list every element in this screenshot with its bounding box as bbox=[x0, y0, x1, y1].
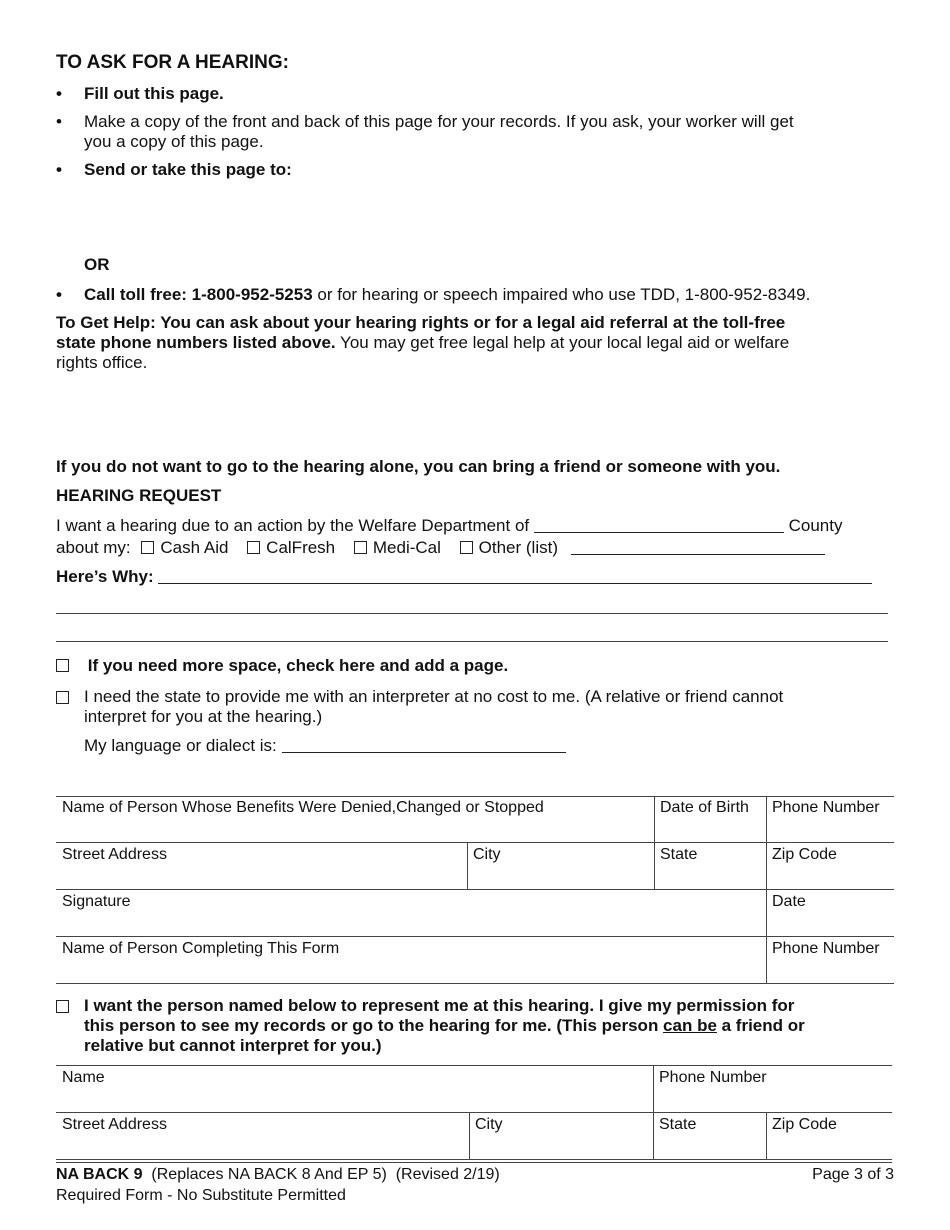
help-line1: To Get Help: You can ask about your hearing rights or for a legal aid referral at the toll-free bbox=[56, 313, 786, 332]
medi-cal-label: Medi-Cal bbox=[372, 538, 441, 557]
representative-can-be: can be bbox=[663, 1016, 717, 1035]
help-paragraph bbox=[56, 313, 906, 373]
other-field[interactable] bbox=[571, 540, 825, 555]
heres-why-field[interactable] bbox=[158, 569, 872, 584]
reason-line-3[interactable] bbox=[56, 641, 888, 642]
form-revised: (Revised 2/19) bbox=[395, 1166, 500, 1183]
about-my-label: about my: bbox=[56, 538, 131, 557]
representative-line3: relative but cannot interpret for you.) bbox=[84, 1036, 382, 1055]
street-field[interactable]: Street Address bbox=[62, 846, 167, 863]
form-replaces: (Replaces NA BACK 8 And EP 5) bbox=[151, 1166, 387, 1183]
calfresh-label: CalFresh bbox=[266, 538, 336, 557]
more-space-label: If you need more space, check here and add a page. bbox=[87, 656, 509, 675]
rep-state-field[interactable]: State bbox=[659, 1116, 697, 1133]
representative-line1: I want the person named below to represent me at this hearing. I give my permission for bbox=[84, 996, 795, 1015]
more-space-row bbox=[56, 656, 508, 676]
signature-field[interactable]: Signature bbox=[62, 893, 131, 910]
interpreter-line1: I need the state to provide me with an interpreter at no cost to me. (A relative or friend cannot bbox=[84, 687, 784, 706]
rep-city-field[interactable]: City bbox=[475, 1116, 503, 1133]
or-label: OR bbox=[84, 255, 110, 274]
required-form-note: Required Form - No Substitute Permitted bbox=[56, 1187, 346, 1204]
dob-field[interactable]: Date of Birth bbox=[660, 799, 749, 816]
city-field[interactable]: City bbox=[473, 846, 501, 863]
county-line bbox=[56, 516, 896, 536]
footer-form-info bbox=[56, 1166, 500, 1184]
tdd-number-text: or for hearing or speech impaired who use TDD, 1-800-952-8349. bbox=[312, 285, 811, 304]
bullet-marker: • bbox=[56, 84, 62, 103]
representative-line2-end: a friend or bbox=[716, 1016, 805, 1035]
rep-name-field[interactable]: Name bbox=[62, 1069, 105, 1086]
date-field[interactable]: Date bbox=[772, 893, 806, 910]
county-line-text: I want a hearing due to an action by the Welfare Department of bbox=[56, 516, 530, 535]
other-label: Other (list) bbox=[478, 538, 558, 557]
bullet-marker: • bbox=[56, 285, 62, 304]
form-id: NA BACK 9 bbox=[56, 1166, 143, 1183]
reason-line-2[interactable] bbox=[56, 613, 888, 614]
bullet-text-line2: you a copy of this page. bbox=[84, 132, 264, 151]
rep-zip-field[interactable]: Zip Code bbox=[772, 1116, 837, 1133]
page-title: TO ASK FOR A HEARING: bbox=[56, 52, 289, 73]
representative-checkbox[interactable] bbox=[56, 1000, 69, 1013]
hearing-request-title: HEARING REQUEST bbox=[56, 486, 222, 505]
language-line bbox=[84, 736, 566, 756]
other-checkbox[interactable] bbox=[460, 541, 473, 554]
completer-phone-field[interactable]: Phone Number bbox=[772, 940, 880, 957]
toll-free-number: Call toll free: 1-800-952-5253 bbox=[84, 285, 313, 304]
completer-name-field[interactable]: Name of Person Completing This Form bbox=[62, 940, 340, 957]
calfresh-checkbox[interactable] bbox=[247, 541, 260, 554]
county-label: County bbox=[788, 516, 843, 535]
help-line3: rights office. bbox=[56, 353, 148, 372]
bullet-marker: • bbox=[56, 160, 62, 179]
state-field[interactable]: State bbox=[660, 846, 698, 863]
cash-aid-checkbox[interactable] bbox=[141, 541, 154, 554]
bullet-text: Send or take this page to: bbox=[84, 160, 292, 179]
page-number: Page 3 of 3 bbox=[812, 1166, 894, 1183]
language-field[interactable] bbox=[282, 738, 566, 753]
interpreter-checkbox[interactable] bbox=[56, 691, 69, 704]
bullet-text: Fill out this page. bbox=[84, 84, 224, 103]
claimant-name-field[interactable]: Name of Person Whose Benefits Were Denied,Changed or Stopped bbox=[62, 799, 544, 816]
language-label: My language or dialect is: bbox=[84, 736, 277, 755]
help-line2-bold: state phone numbers listed above. bbox=[56, 333, 336, 352]
heres-why-line bbox=[56, 567, 896, 587]
medi-cal-checkbox[interactable] bbox=[354, 541, 367, 554]
more-space-checkbox[interactable] bbox=[56, 659, 69, 672]
bullet-marker: • bbox=[56, 112, 62, 131]
heres-why-label: Here’s Why: bbox=[56, 567, 154, 586]
cash-aid-label: Cash Aid bbox=[160, 538, 229, 557]
zip-field[interactable]: Zip Code bbox=[772, 846, 837, 863]
bullet-text-line1: Make a copy of the front and back of this page for your records. If you ask, your worker will get bbox=[84, 112, 794, 131]
friend-note: If you do not want to go to the hearing alone, you can bring a friend or someone with you. bbox=[56, 457, 781, 476]
representative-line2: this person to see my records or go to the hearing for me. (This person bbox=[84, 1016, 664, 1035]
rep-phone-field[interactable]: Phone Number bbox=[659, 1069, 767, 1086]
help-line2: You may get free legal help at your local legal aid or welfare bbox=[335, 333, 790, 352]
about-my-line bbox=[56, 538, 896, 558]
phone-field[interactable]: Phone Number bbox=[772, 799, 880, 816]
interpreter-line2: interpret for you at the hearing.) bbox=[84, 707, 323, 726]
county-field[interactable] bbox=[534, 518, 784, 533]
rep-street-field[interactable]: Street Address bbox=[62, 1116, 167, 1133]
